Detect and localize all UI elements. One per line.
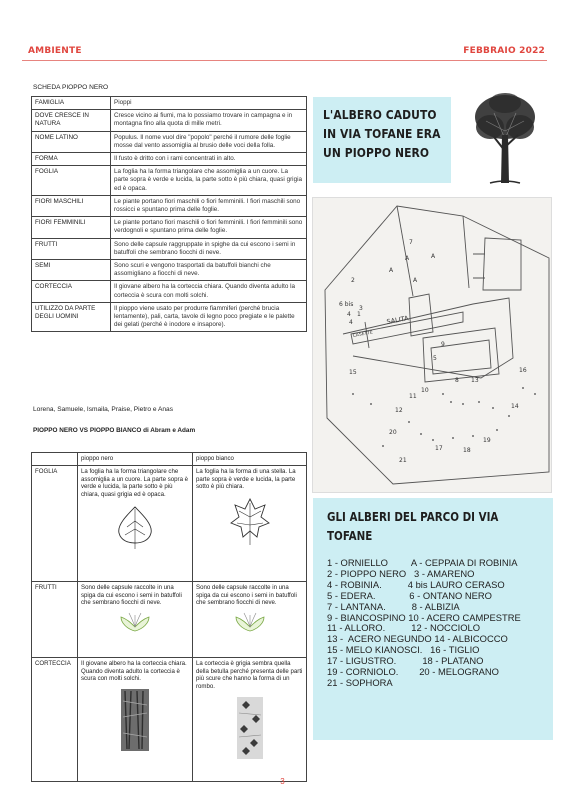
- scheda-value-cell: La foglia ha la forma triangolare che assomiglia a un cuore. La parte sopra è verde e lucida, la parte sotto è più chiara, quasi grigia ed è opaca.: [111, 166, 307, 196]
- scheda-row: [32, 131, 307, 152]
- scheda-key-cell: CORTECCIA: [32, 281, 111, 302]
- species-item: 11 - ALLORO. 12 - NOCCIOLO: [327, 622, 480, 634]
- scheda-key-cell: FOGLIA: [32, 166, 111, 196]
- scheda-value-cell: Le piante portano fiori maschili o fiori femminili. I fiori maschili sono rossicci e spuntano prima delle foglie.: [111, 195, 307, 216]
- tree-silhouette-icon: [466, 91, 544, 187]
- row-label-corteccia: CORTECCIA: [32, 657, 78, 781]
- foglia-nero-text: La foglia ha la forma triangolare che assomiglia a un cuore. La parte sopra è verde e lucida, la parte sotto è più chiara, quasi grigia ed è opaca.: [81, 467, 189, 499]
- map-label: 2: [351, 277, 355, 284]
- header-empty-cell: [32, 453, 78, 466]
- park-trees-title-1: GLI ALBERI DEL PARCO DI VIA: [327, 510, 499, 524]
- species-item: 2 - PIOPPO NERO 3 - AMARENO: [327, 567, 475, 579]
- scheda-row: [32, 195, 307, 216]
- scheda-value-cell: Il pioppo viene usato per produrre fiammiferi (perché brucia lentamente), pali, carta, tavole di legno poco pregiate e le palette dei gelati (perché è inodore e insapore).: [111, 302, 307, 332]
- scheda-value-cell: Sono delle capsule raggruppate in spighe da cui escono i semi in batuffoli che sembrano fiocchi di neve.: [111, 238, 307, 259]
- map-label: 18: [463, 447, 471, 454]
- species-item: 9 - BIANCOSPINO 10 - ACERO CAMPESTRE: [327, 611, 521, 623]
- scheda-row: [32, 166, 307, 196]
- species-item: 19 - CORNIOLO. 20 - MELOGRANO: [327, 666, 499, 678]
- map-label: A: [413, 277, 418, 284]
- poplar-black-leaf-icon: [113, 503, 157, 551]
- species-item: 15 - MELO KIANOSCI. 16 - TIGLIO: [327, 644, 480, 656]
- map-label: 16: [519, 367, 527, 374]
- species-item: 1 - ORNIELLO A - CEPPAIA DI ROBINIA: [327, 557, 518, 568]
- map-label: 12: [395, 407, 403, 414]
- scheda-key-cell: FIORI FEMMINILI: [32, 217, 111, 238]
- scheda-row: [32, 110, 307, 131]
- scheda-key-cell: FIORI MASCHILI: [32, 195, 111, 216]
- map-label: 1: [357, 311, 361, 318]
- species-item: 17 - LIGUSTRO. 18 - PLATANO: [327, 655, 484, 667]
- map-label: 21: [399, 457, 407, 464]
- scheda-table: [31, 96, 307, 332]
- map-label: 15: [349, 369, 357, 376]
- issue-date: FEBBRAIO 2022: [463, 46, 545, 56]
- callout-line-1: L'ALBERO CADUTO: [323, 107, 437, 122]
- scheda-row: [32, 260, 307, 281]
- foglia-bianco-text: La foglia ha la forma di una stella. La parte sopra è verde e lucida, la parte sotto è più chiara.: [196, 467, 296, 491]
- section-header: AMBIENTE: [28, 46, 82, 56]
- map-label: 9: [441, 341, 445, 348]
- species-item: 13 - ACERO NEGUNDO 14 - ALBICOCCO: [327, 633, 508, 645]
- species-item: 4 - ROBINIA. 4 bis LAURO CERASO: [327, 578, 505, 590]
- species-list: [327, 558, 539, 689]
- foglia-bianco-cell: [193, 465, 307, 581]
- map-casette-label: CASETTE: [352, 330, 374, 339]
- scheda-row: [32, 97, 307, 110]
- map-label: A: [389, 267, 394, 274]
- black-poplar-bark-icon: [115, 687, 155, 753]
- map-label: A: [405, 255, 410, 262]
- species-item: 7 - LANTANA. 8 - ALBIZIA: [327, 600, 460, 612]
- scheda-value-cell: Le piante portano fiori maschili o fiori femminili. I fiori femminili sono verdognoli e spuntano prima delle foglie.: [111, 217, 307, 238]
- page-number: 3: [280, 777, 285, 786]
- seed-fluff-icon: [117, 611, 153, 633]
- scheda-value-cell: Sono scuri e vengono trasportati da batuffoli bianchi che assomigliano a fiocchi di neve.: [111, 260, 307, 281]
- park-trees-title-2: TOFANE: [327, 529, 373, 543]
- fallen-tree-callout: [313, 97, 451, 183]
- map-label: 5: [433, 355, 437, 362]
- map-label: 17: [435, 445, 443, 452]
- map-label: 7: [409, 239, 413, 246]
- corteccia-nero-text: Il giovane albero ha la corteccia chiara. Quando diventa adulto la corteccia è scura con molti solchi.: [81, 659, 187, 683]
- map-label: A: [431, 253, 436, 260]
- map-label: 19: [483, 437, 491, 444]
- scheda-value-cell: Pioppi: [111, 97, 307, 110]
- row-label-foglia: FOGLIA: [32, 465, 78, 581]
- park-trees-callout: [313, 498, 553, 740]
- map-label: 4: [349, 319, 353, 326]
- comparison-table: [31, 452, 307, 782]
- callout-line-3: UN PIOPPO NERO: [323, 145, 430, 160]
- comparison-title: PIOPPO NERO VS PIOPPO BIANCO di Abram e Adam: [33, 427, 196, 434]
- scheda-key-cell: FORMA: [32, 153, 111, 166]
- corteccia-bianco-text: La corteccia è grigia sembra quella della betulla perché presenta delle parti più scure che hanno la forma di un rombo.: [196, 659, 303, 691]
- scheda-value-cell: Populus. Il nome vuol dire "popolo" perché il rumore delle foglie mosse dal vento assomiglia al brusio delle voci della folla.: [111, 131, 307, 152]
- scheda-key-cell: NOME LATINO: [32, 131, 111, 152]
- frutti-nero-cell: [78, 581, 193, 657]
- map-label: 20: [389, 429, 397, 436]
- scheda-key-cell: UTILIZZO DA PARTE DEGLI UOMINI: [32, 302, 111, 332]
- scheda-row: [32, 281, 307, 302]
- col-header-bianco: pioppo bianco: [193, 453, 307, 466]
- white-poplar-bark-icon: [230, 695, 270, 761]
- poplar-white-leaf-icon: [227, 495, 273, 547]
- scheda-key-cell: SEMI: [32, 260, 111, 281]
- frutti-nero-text: Sono delle capsule raccolte in una spiga da cui escono i semi in batuffoli che sembrano fiocchi di neve.: [81, 583, 182, 607]
- row-label-frutti: FRUTTI: [32, 581, 78, 657]
- scheda-row: [32, 217, 307, 238]
- scheda-key-cell: DOVE CRESCE IN NATURA: [32, 110, 111, 131]
- corteccia-bianco-cell: [193, 657, 307, 781]
- park-map: [312, 197, 552, 493]
- map-label: 6 bis: [339, 301, 354, 308]
- map-label: 4: [347, 311, 351, 318]
- map-label: 10: [421, 387, 429, 394]
- frutti-bianco-text: Sono delle capsule raccolte in una spiga da cui escono i semi in batuffoli che sembrano fiocchi di neve.: [196, 583, 297, 607]
- species-item: 5 - EDERA. 6 - ONTANO NERO: [327, 589, 492, 601]
- species-item: 21 - SOPHORA: [327, 676, 393, 688]
- scheda-value-cell: Cresce vicino ai fiumi, ma lo possiamo trovare in campagna e in montagna fino alla quota di mille metri.: [111, 110, 307, 131]
- map-salita-label: SALITA: [385, 314, 410, 326]
- scheda-value-cell: Il fusto è dritto con i rami concentrati in alto.: [111, 153, 307, 166]
- foglia-nero-cell: [78, 465, 193, 581]
- park-map-drawing: [313, 198, 553, 494]
- authors-line: Lorena, Samuele, Ismaila, Praise, Pietro e Anas: [33, 406, 174, 413]
- scheda-row: [32, 302, 307, 332]
- scheda-key-cell: FRUTTI: [32, 238, 111, 259]
- map-label: 13: [471, 377, 479, 384]
- map-label: 14: [511, 403, 519, 410]
- corteccia-nero-cell: [78, 657, 193, 781]
- callout-line-2: IN VIA TOFANE ERA: [323, 126, 441, 141]
- header-divider: [22, 60, 547, 61]
- map-label: 3: [359, 305, 363, 312]
- frutti-bianco-cell: [193, 581, 307, 657]
- scheda-row: [32, 238, 307, 259]
- map-label: 11: [409, 393, 417, 400]
- scheda-value-cell: Il giovane albero ha la corteccia chiara. Quando diventa adulto la corteccia è scura con molti solchi.: [111, 281, 307, 302]
- seed-fluff-icon: [232, 611, 268, 633]
- col-header-nero: pioppo nero: [78, 453, 193, 466]
- scheda-title: SCHEDA PIOPPO NERO: [33, 84, 109, 91]
- map-label: 8: [455, 377, 459, 384]
- scheda-key-cell: FAMIGLIA: [32, 97, 111, 110]
- scheda-row: [32, 153, 307, 166]
